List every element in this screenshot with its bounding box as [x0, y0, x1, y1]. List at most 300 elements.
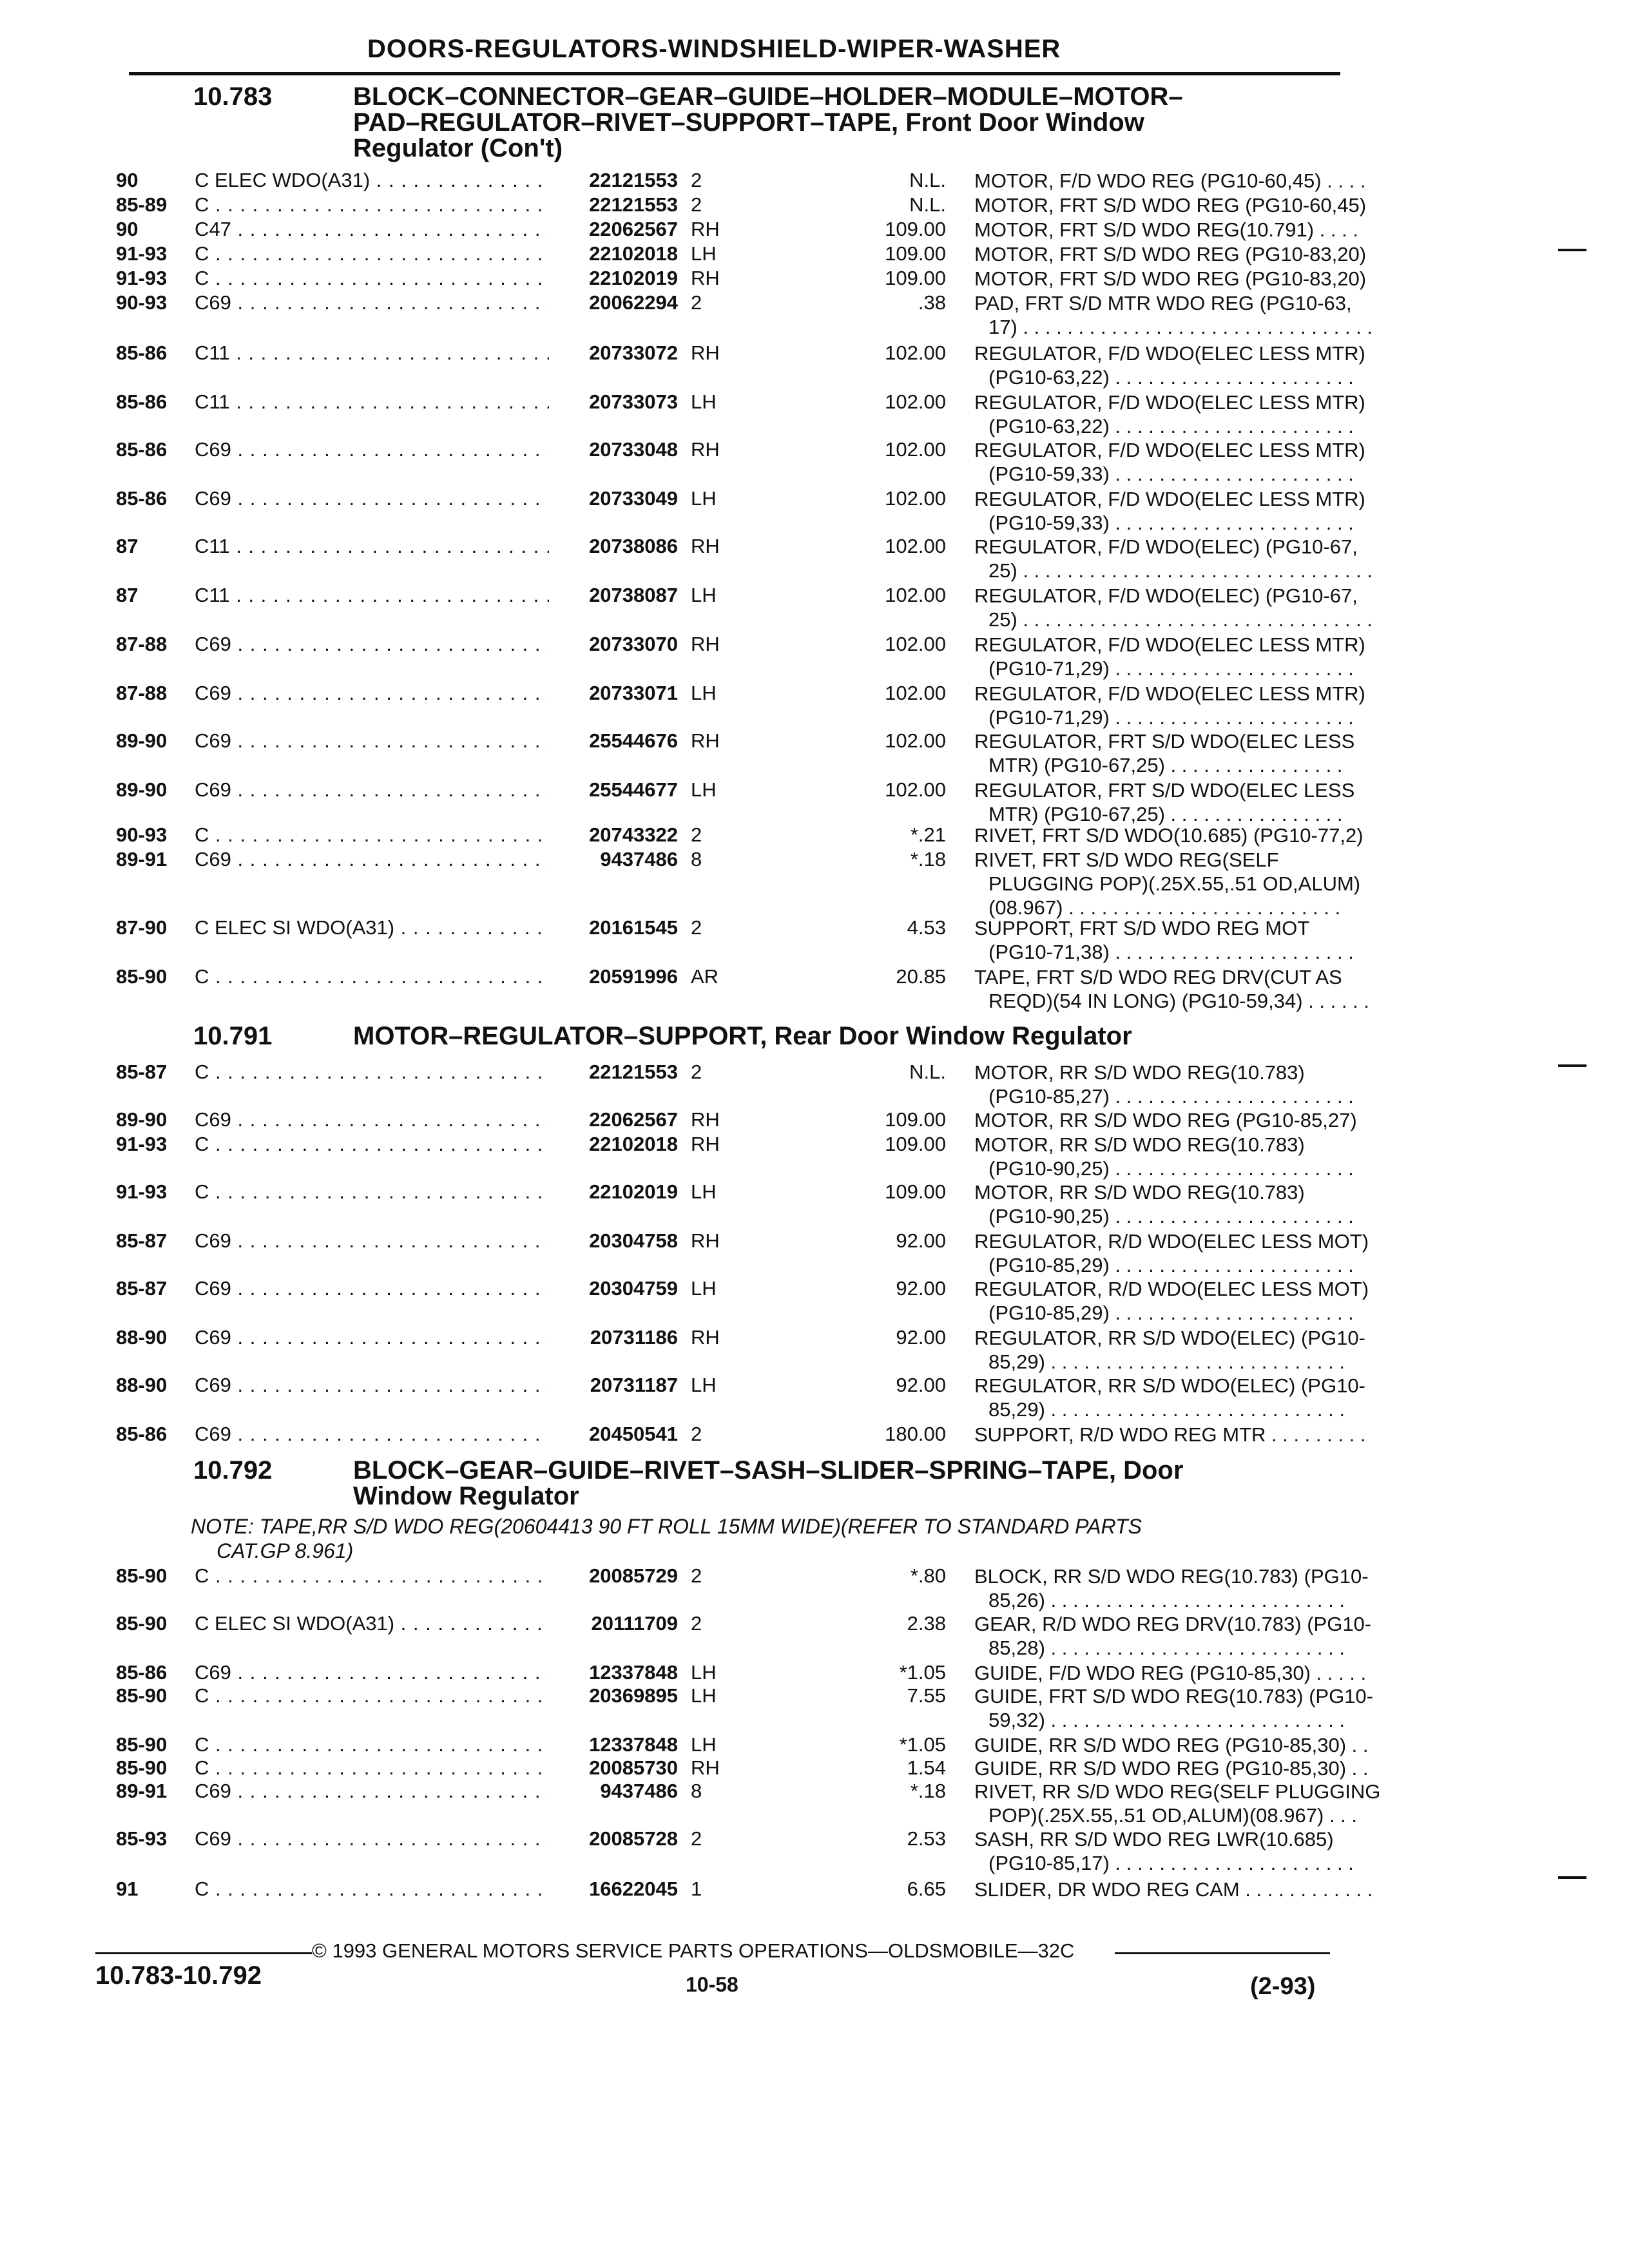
- model-years: 87-88: [116, 682, 168, 704]
- description-line: MOTOR, FRT S/D WDO REG (PG10-83,20): [974, 267, 1367, 290]
- part-description: [974, 916, 1451, 964]
- list-price: 102.00: [885, 438, 946, 461]
- model-code-text: C69: [195, 729, 231, 752]
- model-years: 87: [116, 584, 139, 606]
- model-code-text: C: [195, 1133, 209, 1155]
- description-line: (PG10-90,25) . . . . . . . . . . . . . . . . . . . . . .: [988, 1157, 1354, 1180]
- leader-dots: [209, 1756, 549, 1779]
- model-years: 89-91: [116, 848, 168, 870]
- part-number: 20743322: [589, 823, 678, 846]
- description-line: 85,28) . . . . . . . . . . . . . . . . . . . . . . . . . . .: [988, 1637, 1345, 1659]
- quantity: 2: [691, 823, 702, 846]
- part-number: 20733049: [589, 487, 678, 510]
- model-years: 90: [116, 169, 139, 191]
- footer-rule-right: [1115, 1952, 1330, 1954]
- part-description: [974, 1827, 1451, 1875]
- part-description: [974, 535, 1451, 582]
- list-price: *.21: [910, 823, 946, 846]
- description-line: 85,26) . . . . . . . . . . . . . . . . . . . . . . . . . . .: [988, 1589, 1345, 1611]
- part-number: 22121553: [589, 169, 678, 191]
- description-line: (PG10-59,33) . . . . . . . . . . . . . . . . . . . . . .: [988, 463, 1354, 485]
- model-code-text: C47: [195, 218, 231, 240]
- part-number: 20085728: [589, 1827, 678, 1850]
- list-price: 2.38: [907, 1612, 946, 1635]
- model-code-text: C69: [195, 1108, 231, 1131]
- part-number: 25544676: [589, 729, 678, 752]
- part-number: 20738087: [589, 584, 678, 606]
- model-years: 90-93: [116, 291, 168, 314]
- model-code-text: C69: [195, 438, 231, 461]
- model-code-text: C69: [195, 848, 231, 870]
- model-years: 90-93: [116, 823, 168, 846]
- leader-dots: [209, 242, 549, 265]
- footer-rule-left: [95, 1952, 312, 1954]
- section-title-line: BLOCK–GEAR–GUIDE–RIVET–SASH–SLIDER–SPRING–TAPE, Door: [353, 1456, 1184, 1485]
- quantity: RH: [691, 1133, 720, 1155]
- part-description: [974, 1612, 1451, 1660]
- description-line: REGULATOR, R/D WDO(ELEC LESS MOT): [974, 1230, 1369, 1253]
- quantity: RH: [691, 1229, 720, 1252]
- description-line: REGULATOR, FRT S/D WDO(ELEC LESS: [974, 779, 1355, 802]
- leader-dots: [209, 193, 549, 216]
- leader-dots: [231, 682, 549, 704]
- description-line: (PG10-85,17) . . . . . . . . . . . . . . . . . . . . . .: [988, 1852, 1354, 1874]
- quantity: 2: [691, 1423, 702, 1445]
- description-line: POP)(.25X.55,.51 OD,ALUM)(08.967) . . .: [988, 1804, 1358, 1827]
- leader-dots: [209, 965, 549, 988]
- part-number: 20450541: [589, 1423, 678, 1445]
- description-line: MOTOR, FRT S/D WDO REG (PG10-83,20): [974, 243, 1367, 265]
- model-code-text: C69: [195, 1423, 231, 1445]
- model-years: 87-90: [116, 916, 168, 939]
- model-code-text: C: [195, 242, 209, 265]
- footer-page-number: 10-58: [686, 1973, 738, 1996]
- section-title-line: BLOCK–CONNECTOR–GEAR–GUIDE–HOLDER–MODULE–MOTOR–: [353, 82, 1183, 111]
- list-price: *.80: [910, 1564, 946, 1587]
- model-code-text: C69: [195, 633, 231, 655]
- description-line: (PG10-71,38) . . . . . . . . . . . . . . . . . . . . . .: [988, 941, 1354, 963]
- leader-dots: [231, 1827, 549, 1850]
- list-price: .38: [918, 291, 946, 314]
- list-price: 109.00: [885, 1180, 946, 1203]
- description-line: 85,29) . . . . . . . . . . . . . . . . . . . . . . . . . . .: [988, 1398, 1345, 1421]
- description-line: (PG10-63,22) . . . . . . . . . . . . . . . . . . . . . .: [988, 415, 1354, 437]
- list-price: *1.05: [899, 1733, 946, 1756]
- description-line: (08.967) . . . . . . . . . . . . . . . . . . . . . . . . .: [988, 896, 1341, 919]
- model-code-text: C ELEC WDO(A31): [195, 169, 371, 191]
- part-description: [974, 1326, 1451, 1374]
- description-line: 25) . . . . . . . . . . . . . . . . . . . . . . . . . . . . . . . .: [988, 608, 1373, 631]
- section-number: 10.791: [193, 1022, 273, 1050]
- part-description: [974, 1277, 1451, 1325]
- description-line: REGULATOR, RR S/D WDO(ELEC) (PG10-: [974, 1327, 1365, 1349]
- description-line: TAPE, FRT S/D WDO REG DRV(CUT AS: [974, 966, 1342, 988]
- leader-dots: [231, 633, 549, 655]
- quantity: LH: [691, 1180, 717, 1203]
- description-line: (PG10-59,33) . . . . . . . . . . . . . . . . . . . . . .: [988, 512, 1354, 534]
- part-description: [974, 1374, 1451, 1421]
- description-line: BLOCK, RR S/D WDO REG(10.783) (PG10-: [974, 1565, 1369, 1588]
- description-line: REQD)(54 IN LONG) (PG10-59,34) . . . . . .: [988, 990, 1369, 1012]
- list-price: 109.00: [885, 1108, 946, 1131]
- list-price: 102.00: [885, 682, 946, 704]
- part-number: 20085730: [589, 1756, 678, 1779]
- leader-dots: [231, 487, 549, 510]
- part-number: 20733073: [589, 390, 678, 413]
- quantity: RH: [691, 218, 720, 240]
- leader-dots: [209, 1133, 549, 1155]
- list-price: 7.55: [907, 1684, 946, 1707]
- part-number: 20733048: [589, 438, 678, 461]
- model-years: 89-90: [116, 729, 168, 752]
- description-line: (PG10-85,29) . . . . . . . . . . . . . . . . . . . . . .: [988, 1302, 1354, 1324]
- part-description: [974, 341, 1451, 389]
- part-number: 20304758: [589, 1229, 678, 1252]
- part-number: 20733070: [589, 633, 678, 655]
- leader-dots: [231, 1229, 549, 1252]
- part-description: [974, 1756, 1451, 1780]
- leader-dots: [231, 1423, 549, 1445]
- description-line: (PG10-63,22) . . . . . . . . . . . . . . . . . . . . . .: [988, 366, 1354, 389]
- list-price: 20.85: [896, 965, 946, 988]
- quantity: 2: [691, 1612, 702, 1635]
- part-description: [974, 487, 1451, 535]
- section-note: [191, 1514, 1318, 1563]
- part-description: [974, 193, 1451, 217]
- model-years: 91-93: [116, 1180, 168, 1203]
- description-line: 25) . . . . . . . . . . . . . . . . . . . . . . . . . . . . . . . .: [988, 559, 1373, 582]
- list-price: 102.00: [885, 778, 946, 801]
- description-line: RIVET, RR S/D WDO REG(SELF PLUGGING: [974, 1780, 1381, 1803]
- model-years: 85-86: [116, 341, 168, 364]
- quantity: RH: [691, 267, 720, 289]
- model-code-text: C: [195, 267, 209, 289]
- list-price: 102.00: [885, 633, 946, 655]
- leader-dots: [231, 729, 549, 752]
- quantity: 2: [691, 193, 702, 216]
- description-line: RIVET, FRT S/D WDO REG(SELF: [974, 849, 1279, 871]
- list-price: 109.00: [885, 242, 946, 265]
- description-line: (PG10-90,25) . . . . . . . . . . . . . . . . . . . . . .: [988, 1205, 1354, 1227]
- part-number: 9437486: [600, 848, 678, 870]
- part-number: 22121553: [589, 193, 678, 216]
- model-code-text: C69: [195, 1374, 231, 1396]
- footer-section-range: 10.783-10.792: [95, 1961, 262, 1990]
- note-line: CAT.GP 8.961): [217, 1539, 354, 1562]
- model-code-text: C: [195, 1684, 209, 1707]
- model-years: 91-93: [116, 267, 168, 289]
- section-title-line: MOTOR–REGULATOR–SUPPORT, Rear Door Window Regulator: [353, 1022, 1132, 1050]
- list-price: 102.00: [885, 341, 946, 364]
- part-description: [974, 1180, 1451, 1228]
- part-description: [974, 584, 1451, 631]
- model-code-text: C69: [195, 1661, 231, 1684]
- list-price: 109.00: [885, 1133, 946, 1155]
- list-price: *1.05: [899, 1661, 946, 1684]
- description-line: 59,32) . . . . . . . . . . . . . . . . . . . . . . . . . . .: [988, 1709, 1345, 1731]
- part-number: 20111709: [591, 1612, 678, 1635]
- model-code-text: C: [195, 965, 209, 988]
- description-line: (PG10-85,27) . . . . . . . . . . . . . . . . . . . . . .: [988, 1085, 1354, 1108]
- note-line: NOTE: TAPE,RR S/D WDO REG(20604413 90 FT ROLL 15MM WIDE)(REFER TO STANDARD PARTS: [191, 1515, 1142, 1538]
- quantity: RH: [691, 1326, 720, 1349]
- model-code-text: C69: [195, 1229, 231, 1252]
- part-number: 20733071: [589, 682, 678, 704]
- quantity: 2: [691, 169, 702, 191]
- quantity: RH: [691, 633, 720, 655]
- part-description: [974, 1780, 1451, 1827]
- part-description: [974, 1108, 1451, 1132]
- model-years: 85-93: [116, 1827, 168, 1850]
- part-number: 22102019: [589, 267, 678, 289]
- part-number: 20304759: [589, 1277, 678, 1300]
- model-code-text: C: [195, 193, 209, 216]
- description-line: MTR) (PG10-67,25) . . . . . . . . . . . . . . . .: [988, 754, 1343, 776]
- quantity: 8: [691, 848, 702, 870]
- footer-date-code: (2-93): [1250, 1973, 1316, 2000]
- edge-tick-mark: [1558, 1064, 1586, 1067]
- list-price: 102.00: [885, 487, 946, 510]
- model-years: 87: [116, 535, 139, 557]
- quantity: AR: [691, 965, 719, 988]
- footer-copyright: © 1993 GENERAL MOTORS SERVICE PARTS OPERATIONS—OLDSMOBILE—32C: [312, 1939, 1075, 1962]
- part-description: [974, 1878, 1451, 1901]
- part-description: [974, 291, 1451, 339]
- quantity: 2: [691, 1827, 702, 1850]
- model-code-text: C ELEC SI WDO(A31): [195, 1612, 395, 1635]
- model-code-text: C11: [195, 584, 230, 606]
- part-description: [974, 169, 1451, 193]
- part-description: [974, 633, 1451, 680]
- description-line: REGULATOR, F/D WDO(ELEC LESS MTR): [974, 342, 1365, 365]
- section-title-line: PAD–REGULATOR–RIVET–SUPPORT–TAPE, Front Door Window: [353, 108, 1144, 137]
- model-code-text: C69: [195, 1780, 231, 1802]
- quantity: RH: [691, 729, 720, 752]
- leader-dots: [231, 848, 549, 870]
- list-price: 109.00: [885, 218, 946, 240]
- quantity: LH: [691, 1733, 717, 1756]
- list-price: N.L.: [909, 193, 946, 216]
- quantity: RH: [691, 438, 720, 461]
- list-price: 92.00: [896, 1229, 946, 1252]
- leader-dots: [231, 778, 549, 801]
- part-number: 20161545: [589, 916, 678, 939]
- part-description: [974, 1564, 1451, 1612]
- section-number: 10.783: [193, 82, 273, 111]
- model-code-text: C69: [195, 1277, 231, 1300]
- model-code-text: C69: [195, 778, 231, 801]
- part-number: 20731187: [590, 1374, 678, 1396]
- part-number: 12337848: [589, 1661, 678, 1684]
- list-price: N.L.: [909, 169, 946, 191]
- part-number: 20085729: [589, 1564, 678, 1587]
- part-description: [974, 1061, 1451, 1108]
- model-years: 91-93: [116, 242, 168, 265]
- description-line: REGULATOR, F/D WDO(ELEC LESS MTR): [974, 633, 1365, 656]
- quantity: LH: [691, 584, 717, 606]
- quantity: LH: [691, 1684, 717, 1707]
- leader-dots: [230, 535, 549, 557]
- description-line: SASH, RR S/D WDO REG LWR(10.685): [974, 1828, 1334, 1850]
- model-years: 89-91: [116, 1780, 168, 1802]
- leader-dots: [231, 1277, 549, 1300]
- description-line: 85,29) . . . . . . . . . . . . . . . . . . . . . . . . . . .: [988, 1350, 1345, 1373]
- quantity: 1: [691, 1878, 702, 1900]
- quantity: LH: [691, 1661, 717, 1684]
- description-line: REGULATOR, F/D WDO(ELEC) (PG10-67,: [974, 535, 1358, 558]
- part-number: 20733072: [589, 341, 678, 364]
- leader-dots: [230, 341, 549, 364]
- model-years: 85-86: [116, 487, 168, 510]
- description-line: MOTOR, F/D WDO REG (PG10-60,45) . . . .: [974, 169, 1366, 192]
- description-line: MOTOR, RR S/D WDO REG(10.783): [974, 1133, 1305, 1156]
- description-line: 17) . . . . . . . . . . . . . . . . . . . . . . . . . . . . . . . .: [988, 316, 1373, 338]
- model-years: 85-86: [116, 390, 168, 413]
- section-title: [353, 1023, 1320, 1049]
- section-number: 10.792: [193, 1456, 273, 1485]
- part-number: 20369895: [589, 1684, 678, 1707]
- model-code-text: C69: [195, 1326, 231, 1349]
- leader-dots: [231, 1780, 549, 1802]
- quantity: LH: [691, 487, 717, 510]
- leader-dots: [231, 1374, 549, 1396]
- model-years: 85-87: [116, 1277, 168, 1300]
- model-code-text: C69: [195, 487, 231, 510]
- quantity: LH: [691, 682, 717, 704]
- list-price: 102.00: [885, 729, 946, 752]
- quantity: LH: [691, 1374, 717, 1396]
- description-line: REGULATOR, F/D WDO(ELEC LESS MTR): [974, 439, 1365, 461]
- model-code-text: C: [195, 823, 209, 846]
- part-number: 20731186: [590, 1326, 678, 1349]
- part-description: [974, 218, 1451, 242]
- leader-dots: [209, 823, 549, 846]
- part-number: 20591996: [589, 965, 678, 988]
- part-description: [974, 438, 1451, 486]
- quantity: RH: [691, 1756, 720, 1779]
- list-price: 2.53: [907, 1827, 946, 1850]
- leader-dots: [209, 267, 549, 289]
- part-number: 25544677: [589, 778, 678, 801]
- model-years: 85-90: [116, 1612, 168, 1635]
- part-description: [974, 729, 1451, 777]
- description-line: REGULATOR, F/D WDO(ELEC LESS MTR): [974, 488, 1365, 510]
- model-years: 91-93: [116, 1133, 168, 1155]
- leader-dots: [209, 1180, 549, 1203]
- description-line: (PG10-71,29) . . . . . . . . . . . . . . . . . . . . . .: [988, 706, 1354, 729]
- part-number: 22062567: [589, 218, 678, 240]
- model-code-text: C11: [195, 535, 230, 557]
- description-line: SLIDER, DR WDO REG CAM . . . . . . . . . . . .: [974, 1878, 1373, 1901]
- list-price: 102.00: [885, 535, 946, 557]
- description-line: RIVET, FRT S/D WDO(10.685) (PG10-77,2): [974, 824, 1364, 847]
- quantity: 2: [691, 1061, 702, 1083]
- leader-dots: [209, 1061, 549, 1083]
- list-price: 92.00: [896, 1374, 946, 1396]
- model-code-text: C11: [195, 390, 230, 413]
- model-years: 85-89: [116, 193, 168, 216]
- list-price: 92.00: [896, 1326, 946, 1349]
- list-price: 92.00: [896, 1277, 946, 1300]
- list-price: 102.00: [885, 390, 946, 413]
- model-code-text: C: [195, 1564, 209, 1587]
- part-number: 12337848: [589, 1733, 678, 1756]
- description-line: REGULATOR, F/D WDO(ELEC LESS MTR): [974, 682, 1365, 705]
- list-price: 102.00: [885, 584, 946, 606]
- part-description: [974, 823, 1451, 847]
- description-line: SUPPORT, R/D WDO REG MTR . . . . . . . . .: [974, 1423, 1366, 1446]
- model-years: 88-90: [116, 1326, 168, 1349]
- part-description: [974, 1229, 1451, 1277]
- list-price: N.L.: [909, 1061, 946, 1083]
- quantity: LH: [691, 390, 717, 413]
- leader-dots: [209, 1564, 549, 1587]
- part-description: [974, 1684, 1451, 1732]
- quantity: 2: [691, 916, 702, 939]
- model-years: 85-90: [116, 1564, 168, 1587]
- section-title-line: Window Regulator: [353, 1482, 579, 1510]
- model-years: 85-86: [116, 1661, 168, 1684]
- description-line: REGULATOR, FRT S/D WDO(ELEC LESS: [974, 730, 1355, 753]
- description-line: MOTOR, FRT S/D WDO REG (PG10-60,45): [974, 194, 1367, 216]
- description-line: REGULATOR, F/D WDO(ELEC LESS MTR): [974, 391, 1365, 414]
- list-price: 180.00: [885, 1423, 946, 1445]
- model-years: 85-90: [116, 1684, 168, 1707]
- part-number: 9437486: [600, 1780, 678, 1802]
- description-line: GEAR, R/D WDO REG DRV(10.783) (PG10-: [974, 1613, 1372, 1635]
- leader-dots: [231, 1108, 549, 1131]
- model-years: 85-90: [116, 965, 168, 988]
- description-line: REGULATOR, F/D WDO(ELEC) (PG10-67,: [974, 584, 1358, 607]
- model-years: 85-86: [116, 1423, 168, 1445]
- part-description: [974, 778, 1451, 826]
- description-line: MOTOR, RR S/D WDO REG (PG10-85,27): [974, 1109, 1357, 1131]
- part-description: [974, 1661, 1451, 1685]
- edge-tick-mark: [1558, 1876, 1586, 1879]
- part-number: 22102018: [589, 242, 678, 265]
- quantity: LH: [691, 242, 717, 265]
- leader-dots: [231, 218, 549, 240]
- quantity: 2: [691, 291, 702, 314]
- model-code-text: C69: [195, 682, 231, 704]
- model-code-text: C69: [195, 1827, 231, 1850]
- leader-dots: [209, 1878, 549, 1900]
- model-code-text: C: [195, 1180, 209, 1203]
- list-price: 1.54: [907, 1756, 946, 1779]
- model-code-text: C: [195, 1756, 209, 1779]
- page-header-title: DOORS-REGULATORS-WINDSHIELD-WIPER-WASHER: [367, 35, 1061, 63]
- leader-dots: [231, 1661, 549, 1684]
- part-description: [974, 1733, 1451, 1757]
- leader-dots: [231, 438, 549, 461]
- part-number: 16622045: [589, 1878, 678, 1900]
- model-years: 89-90: [116, 778, 168, 801]
- model-years: 88-90: [116, 1374, 168, 1396]
- description-line: GUIDE, RR S/D WDO REG (PG10-85,30) . .: [974, 1734, 1369, 1756]
- part-description: [974, 1423, 1451, 1446]
- model-years: 91: [116, 1878, 139, 1900]
- model-years: 85-90: [116, 1756, 168, 1779]
- list-price: 4.53: [907, 916, 946, 939]
- model-years: 85-87: [116, 1229, 168, 1252]
- description-line: GUIDE, F/D WDO REG (PG10-85,30) . . . . .: [974, 1662, 1367, 1684]
- part-number: 20738086: [589, 535, 678, 557]
- part-number: 22062567: [589, 1108, 678, 1131]
- leader-dots: [370, 169, 549, 191]
- description-line: GUIDE, RR S/D WDO REG (PG10-85,30) . .: [974, 1757, 1369, 1780]
- part-number: 20062294: [589, 291, 678, 314]
- description-line: SUPPORT, FRT S/D WDO REG MOT: [974, 917, 1310, 939]
